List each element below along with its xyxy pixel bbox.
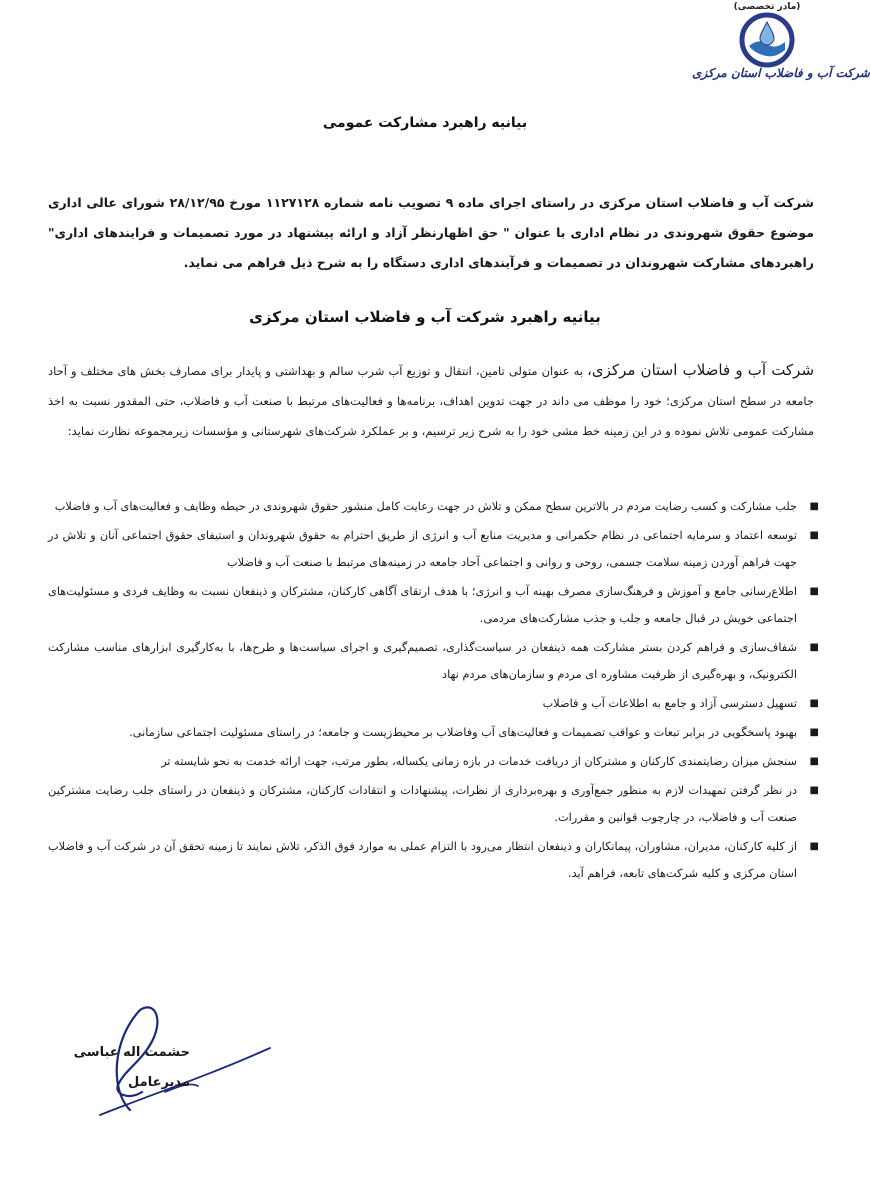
list-item: ■ از کلیه کارکنان، مدیران، مشاوران، پیمانکاران و ذینفعان انتظار می‌رود با التزام عملی به موارد فوق الذکر، تلاش نمایند تا زمینه تحقق آن در شرکت آب و فاضلاب استان مرکزی و کلیه شرکت‌های تابعه، فراهم آید. <box>48 833 823 887</box>
bullet-square-icon: ■ <box>809 530 819 541</box>
document-subtitle: بیانیه راهبرد شرکت آب و فاضلاب استان مرکزی <box>249 308 601 326</box>
bullet-square-icon: ■ <box>809 642 819 653</box>
list-item: ■ جلب مشارکت و کسب رضایت مردم در بالاترین سطح ممکن و تلاش در جهت رعایت کامل منشور حقوق شهروندی در حیطه وظایف و فعالیت‌های آب و فاضلاب <box>48 493 823 520</box>
signatory-title: مدیرعامل <box>128 1075 190 1090</box>
bullet-square-icon: ■ <box>809 698 819 709</box>
list-item: ■ بهبود پاسخگویی در برابر تبعات و عواقب تصمیمات و فعالیت‌های آب وفاضلاب بر محیط‌زیست و جامعه؛ در راستای مسئولیت اجتماعی سازمانی. <box>48 719 823 746</box>
list-item: ■ توسعه اعتماد و سرمایه اجتماعی در نظام حکمرانی و مدیریت منابع آب و انرژی از طریق احترام به حقوق شهروندان و استیفای حقوق اجتماعی آنان و تلاش در جهت فراهم آوردن زمینه سلامت جسمی، روحی و روانی و اجتماعی آحاد جامعه در زمینه‌های مرتبط با صنعت آب و فاضلاب <box>48 522 823 576</box>
mother-company-tag: (مادر تخصصی) <box>733 2 801 12</box>
list-item: ■ تسهیل دسترسی آزاد و جامع به اطلاعات آب و فاضلاب <box>48 690 823 717</box>
statement-paragraph <box>48 355 814 446</box>
list-item: ■ در نظر گرفتن تمهیدات لازم به منظور جمع‌آوری و بهره‌برداری از نظرات، پیشنهادات و انتقادات کارکنان، مشترکان و ذینفعان در راستای جلب رضایت مشترکین صنعت آب و فاضلاب، در چارچوب قوانین و مقررات. <box>48 777 823 831</box>
company-name-logo: شرکت آب و فاضلاب استان مرکزی <box>692 66 870 80</box>
paragraph-body: به عنوان متولی تامین، انتقال و توزیع آب شرب سالم و بهداشتی و پایدار برای مصارف بخش های مختلف و آحاد جامعه در سطح استان مرکزی؛ خود را موظف می داند در جهت تدوین اهداف، برنامه‌ها و فعالیت‌های مرتبط با صنعت آب و فاضلاب، حتی المقدور نسبت به اخذ مشارکت عمومی تلاش نموده و در این زمینه خط مشی خود را به شرح زیر ترسیم، و بر عملکرد شرکت‌های شهرستانی و مؤسسات زیرمجموعه نظارت نماید: <box>48 364 814 438</box>
signatory-name: حشمت اله عباسی <box>73 1045 190 1060</box>
company-logo <box>692 0 870 95</box>
paragraph-lead: شرکت آب و فاضلاب استان مرکزی، <box>587 361 815 379</box>
water-drop-logo-icon <box>739 12 795 68</box>
bullet-square-icon: ■ <box>809 501 819 512</box>
handwritten-signature <box>70 1000 290 1120</box>
bullet-square-icon: ■ <box>809 841 819 852</box>
bullet-square-icon: ■ <box>809 785 819 796</box>
list-item: ■ شفاف‌سازی و فراهم کردن بستر مشارکت همه ذینفعان در سیاست‌گذاری، تصمیم‌گیری و اجرای سیاست‌ها و طرح‌ها، با به‌کارگیری ابزارهای مناسب مشارکت الکترونیک، و بهره‌گیری از ظرفیت مشاوره ای مردم و سازمان‌های مردم نهاد <box>48 634 823 688</box>
document-title: بیانیه راهبرد مشارکت عمومی <box>322 115 528 131</box>
strategy-list <box>48 493 823 889</box>
list-item: ■ اطلاع‌رسانی جامع و آموزش و فرهنگ‌سازی مصرف بهینه آب و انرژی؛ با هدف ارتقای آگاهی کارکنان، مشترکان و ذینفعان نسبت به وظایف فردی و مسئولیت‌های اجتماعی خویش در قبال جامعه و جلب و جذب مشارکت‌های مردمی. <box>48 578 823 632</box>
bullet-square-icon: ■ <box>809 586 819 597</box>
bullet-square-icon: ■ <box>809 727 819 738</box>
intro-paragraph: شرکت آب و فاضلاب استان مرکزی در راستای اجرای ماده ۹ تصویب نامه شماره ۱۱۲۷۱۲۸ مورخ ۲۸/۱۲/۹۵ شورای عالی اداری موضوع حقوق شهروندی در نظام اداری با عنوان " حق اظهارنظر آزاد و ارائه پیشنهاد در مورد تصمیمات و فرایندهای اداری" راهبردهای مشارکت شهروندان در تصمیمات و فرآیندهای اداری دستگاه را به شرح ذیل فراهم می نماید. <box>48 195 814 270</box>
list-item: ■ سنجش میزان رضایتمندی کارکنان و مشترکان از دریافت خدمات در بازه زمانی یکساله، بطور مرتب، جهت ارائه خدمت به نحو شایسته تر <box>48 748 823 775</box>
bullet-square-icon: ■ <box>809 756 819 767</box>
